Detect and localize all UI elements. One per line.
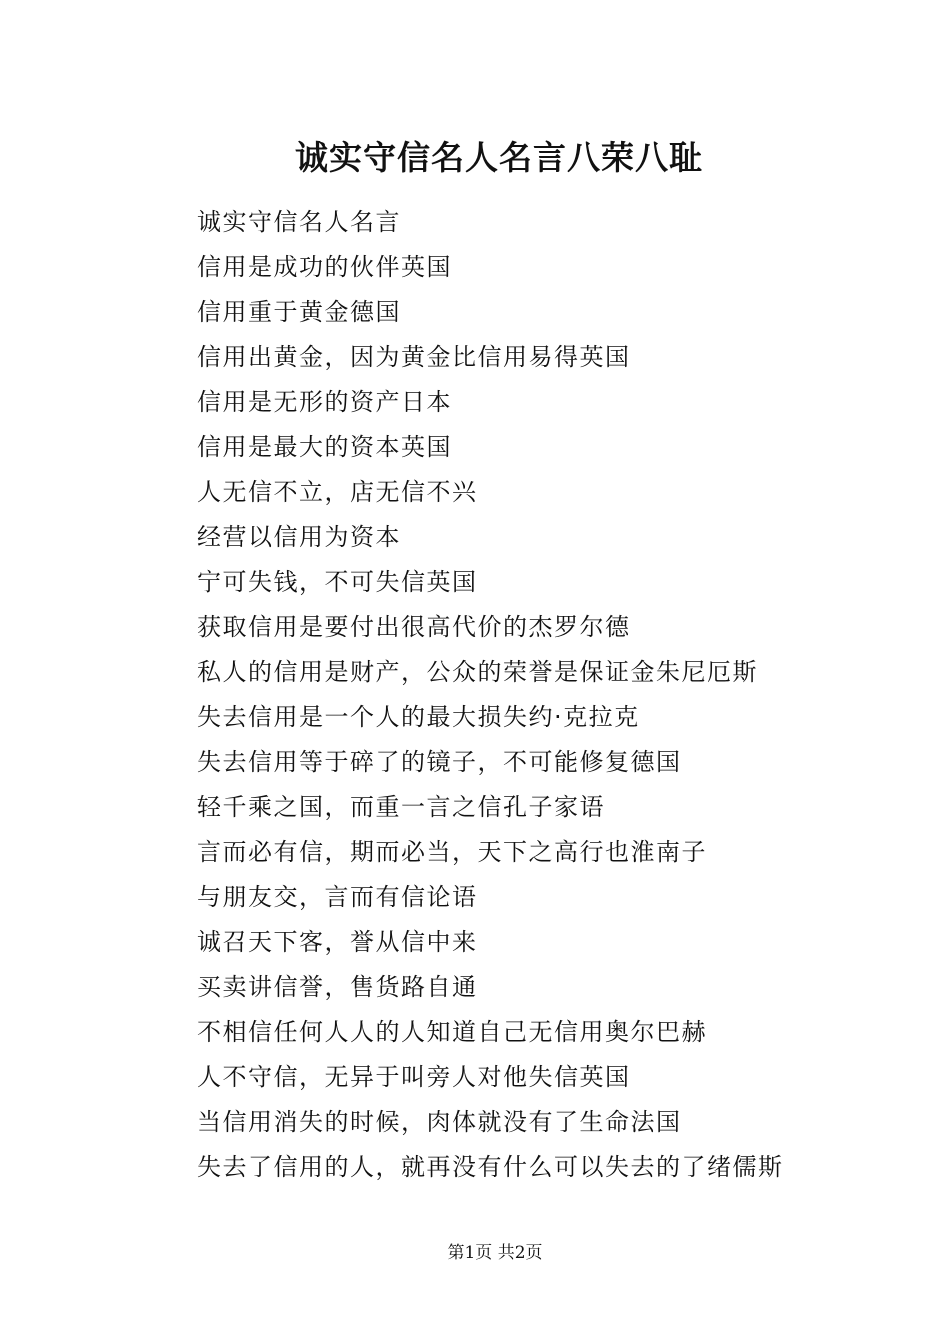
quote-line: 与朋友交，言而有信论语: [197, 883, 478, 911]
quote-line: 私人的信用是财产，公众的荣誉是保证金朱尼厄斯: [197, 658, 758, 686]
quote-line: 信用重于黄金德国: [197, 298, 401, 326]
quote-line: 轻千乘之国，而重一言之信孔子家语: [197, 793, 605, 821]
quote-line: 信用是最大的资本英国: [197, 433, 452, 461]
document-title: 诚实守信名人名言八荣八耻: [295, 138, 703, 177]
quote-list: [197, 200, 877, 1190]
page-number-footer: 第1页 共2页: [447, 1243, 543, 1263]
quote-line: 人无信不立，店无信不兴: [197, 478, 478, 506]
quote-line: 诚召天下客，誉从信中来: [197, 928, 478, 956]
quote-line: 买卖讲信誉，售货路自通: [197, 973, 478, 1001]
quote-line: 获取信用是要付出很高代价的杰罗尔德: [197, 613, 631, 641]
quote-line: 信用是成功的伙伴英国: [197, 253, 452, 281]
quote-line: 信用出黄金，因为黄金比信用易得英国: [197, 343, 631, 371]
quote-line: 当信用消失的时候，肉体就没有了生命法国: [197, 1108, 682, 1136]
quote-line: 言而必有信，期而必当，天下之高行也淮南子: [197, 838, 707, 866]
quote-line: 不相信任何人人的人知道自己无信用奥尔巴赫: [197, 1018, 707, 1046]
quote-line: 失去信用是一个人的最大损失约·克拉克: [197, 703, 640, 731]
quote-line: 失去了信用的人，就再没有什么可以失去的了绪儒斯: [197, 1153, 784, 1181]
quote-line: 失去信用等于碎了的镜子，不可能修复德国: [197, 748, 682, 776]
quote-line: 经营以信用为资本: [197, 523, 401, 551]
quote-line: 人不守信，无异于叫旁人对他失信英国: [197, 1063, 631, 1091]
quote-line: 宁可失钱，不可失信英国: [197, 568, 478, 596]
quote-line: 诚实守信名人名言: [197, 208, 401, 236]
quote-line: 信用是无形的资产日本: [197, 388, 452, 416]
